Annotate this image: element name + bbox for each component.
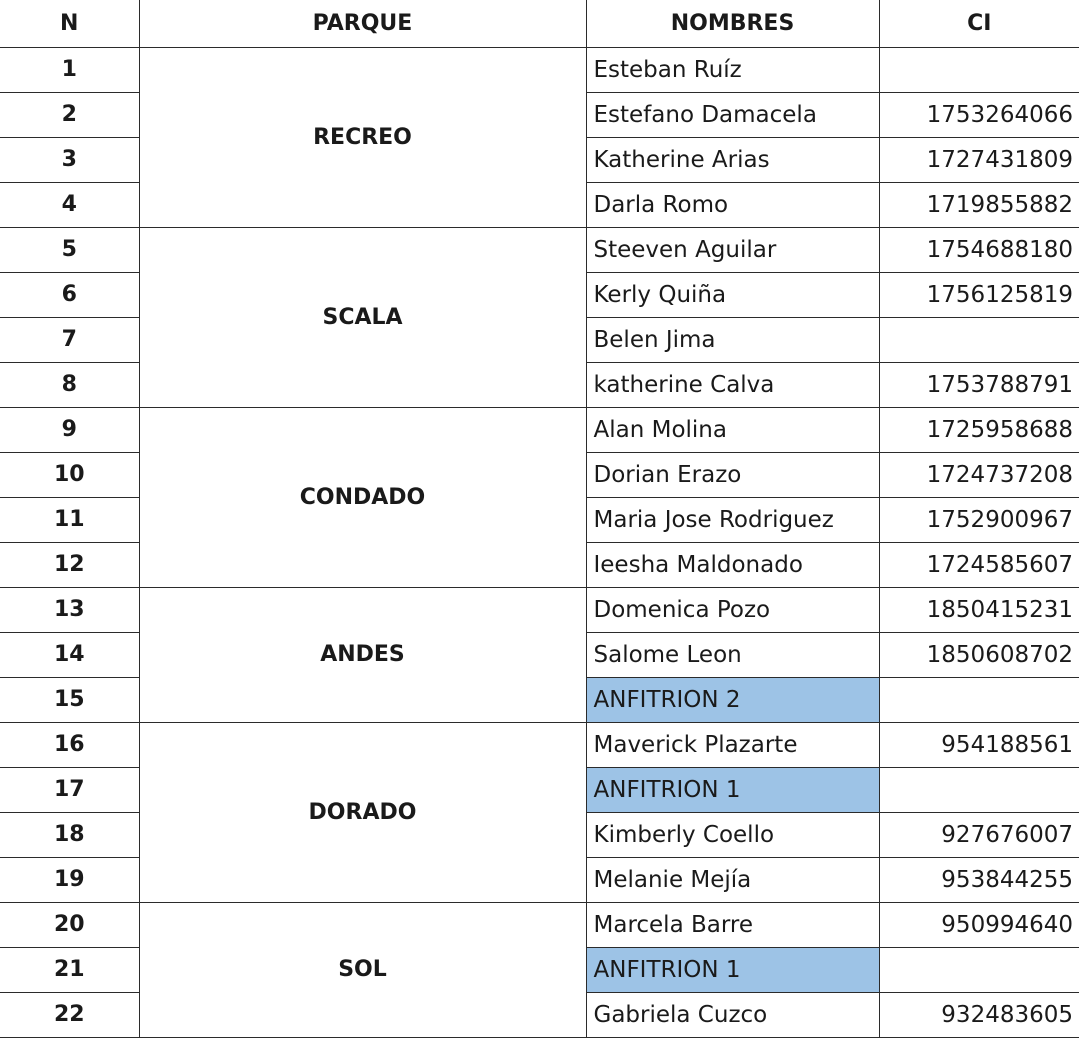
host-name-cell: ANFITRION 1: [586, 767, 879, 812]
table-row: [0, 407, 1079, 452]
table-row: [0, 47, 1079, 92]
row-number: 13: [0, 587, 139, 632]
ci-cell: 1724585607: [879, 542, 1079, 587]
name-cell: Kerly Quiña: [586, 272, 879, 317]
row-number: 19: [0, 857, 139, 902]
row-number: 7: [0, 317, 139, 362]
ci-cell: 1719855882: [879, 182, 1079, 227]
host-name-cell: ANFITRION 1: [586, 947, 879, 992]
ci-cell: [879, 677, 1079, 722]
name-cell: Belen Jima: [586, 317, 879, 362]
name-cell: Salome Leon: [586, 632, 879, 677]
name-cell: Dorian Erazo: [586, 452, 879, 497]
parque-cell: CONDADO: [139, 407, 586, 587]
row-number: 15: [0, 677, 139, 722]
name-cell: Ieesha Maldonado: [586, 542, 879, 587]
parque-cell: SOL: [139, 902, 586, 1037]
ci-cell: 1753788791: [879, 362, 1079, 407]
parque-cell: DORADO: [139, 722, 586, 902]
header-ci: CI: [879, 0, 1079, 47]
name-cell: Darla Romo: [586, 182, 879, 227]
ci-cell: 927676007: [879, 812, 1079, 857]
row-number: 11: [0, 497, 139, 542]
ci-cell: 1754688180: [879, 227, 1079, 272]
name-cell: Estefano Damacela: [586, 92, 879, 137]
row-number: 21: [0, 947, 139, 992]
header-parque: PARQUE: [139, 0, 586, 47]
ci-cell: 1752900967: [879, 497, 1079, 542]
table-body: [0, 47, 1079, 1037]
row-number: 16: [0, 722, 139, 767]
name-cell: Steeven Aguilar: [586, 227, 879, 272]
name-cell: Alan Molina: [586, 407, 879, 452]
name-cell: Kimberly Coello: [586, 812, 879, 857]
parque-cell: SCALA: [139, 227, 586, 407]
parque-cell: ANDES: [139, 587, 586, 722]
ci-cell: 1850415231: [879, 587, 1079, 632]
row-number: 9: [0, 407, 139, 452]
ci-cell: 953844255: [879, 857, 1079, 902]
row-number: 14: [0, 632, 139, 677]
name-cell: Esteban Ruíz: [586, 47, 879, 92]
header-nombres: NOMBRES: [586, 0, 879, 47]
ci-cell: [879, 767, 1079, 812]
ci-cell: 1850608702: [879, 632, 1079, 677]
row-number: 10: [0, 452, 139, 497]
ci-cell: 1756125819: [879, 272, 1079, 317]
name-cell: Gabriela Cuzco: [586, 992, 879, 1037]
ci-cell: [879, 317, 1079, 362]
ci-cell: 1725958688: [879, 407, 1079, 452]
row-number: 22: [0, 992, 139, 1037]
ci-cell: 1724737208: [879, 452, 1079, 497]
host-name-cell: ANFITRION 2: [586, 677, 879, 722]
name-cell: Katherine Arias: [586, 137, 879, 182]
parque-cell: RECREO: [139, 47, 586, 227]
header-row: [0, 0, 1079, 47]
ci-cell: 950994640: [879, 902, 1079, 947]
name-cell: Maverick Plazarte: [586, 722, 879, 767]
row-number: 1: [0, 47, 139, 92]
ci-cell: [879, 947, 1079, 992]
ci-cell: 1727431809: [879, 137, 1079, 182]
row-number: 17: [0, 767, 139, 812]
name-cell: Melanie Mejía: [586, 857, 879, 902]
row-number: 2: [0, 92, 139, 137]
row-number: 5: [0, 227, 139, 272]
ci-cell: 932483605: [879, 992, 1079, 1037]
row-number: 3: [0, 137, 139, 182]
name-cell: Maria Jose Rodriguez: [586, 497, 879, 542]
ci-cell: 1753264066: [879, 92, 1079, 137]
ci-cell: [879, 47, 1079, 92]
ci-cell: 954188561: [879, 722, 1079, 767]
row-number: 4: [0, 182, 139, 227]
name-cell: katherine Calva: [586, 362, 879, 407]
name-cell: Domenica Pozo: [586, 587, 879, 632]
row-number: 6: [0, 272, 139, 317]
row-number: 12: [0, 542, 139, 587]
name-cell: Marcela Barre: [586, 902, 879, 947]
header-n: N: [0, 0, 139, 47]
row-number: 18: [0, 812, 139, 857]
table-row: [0, 722, 1079, 767]
table-row: [0, 902, 1079, 947]
table-row: [0, 587, 1079, 632]
row-number: 8: [0, 362, 139, 407]
table-row: [0, 227, 1079, 272]
row-number: 20: [0, 902, 139, 947]
